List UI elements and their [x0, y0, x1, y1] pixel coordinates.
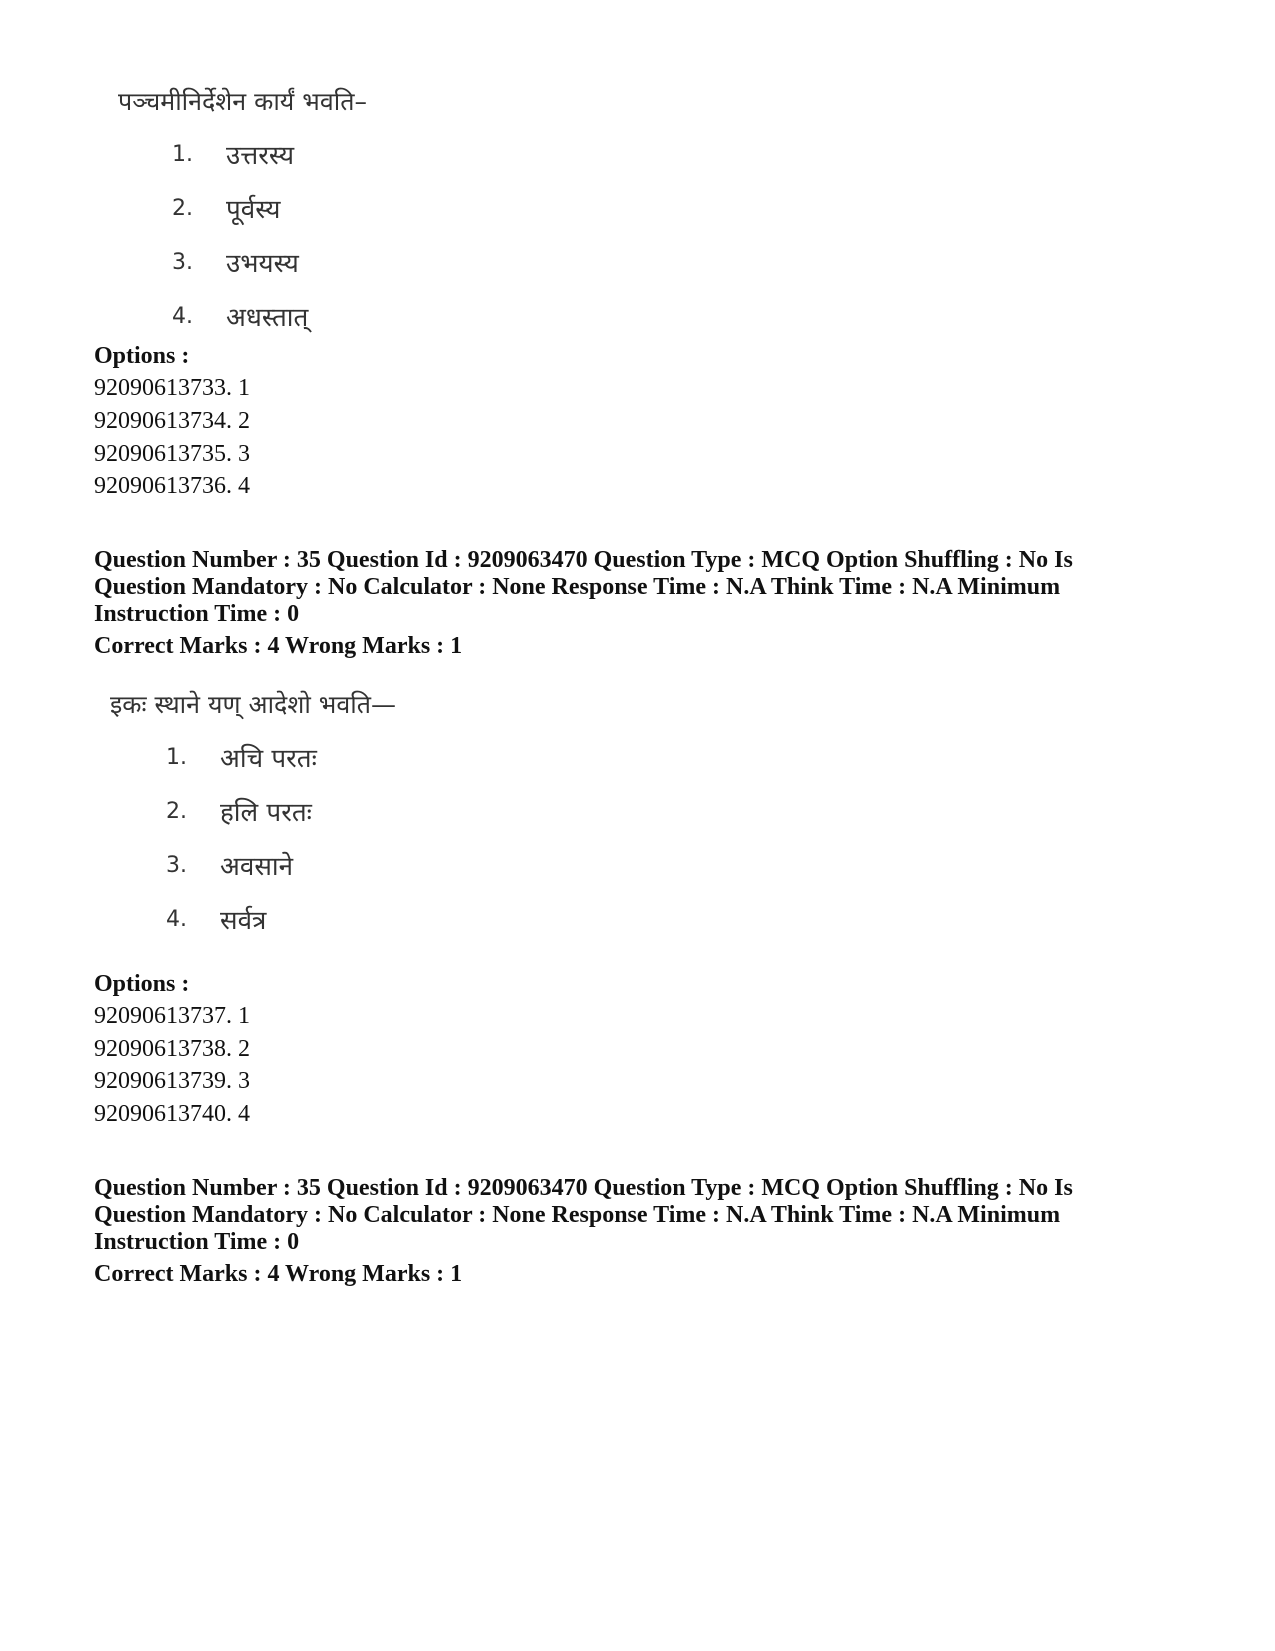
choice-text: उत्तरस्य — [226, 141, 295, 171]
option-line: 92090613733. 1 — [94, 375, 250, 401]
marks-line: Correct Marks : 4 Wrong Marks : 1 — [94, 633, 463, 659]
option-line: 92090613738. 2 — [94, 1036, 250, 1062]
options-label: Options : — [94, 343, 190, 369]
option-line: 92090613739. 3 — [94, 1068, 250, 1094]
choice-number: 3. — [166, 853, 187, 878]
choice-number: 2. — [166, 799, 187, 824]
question-text: पञ्चमीनिर्देशेन कार्यं भवति– — [118, 87, 367, 116]
option-line: 92090613740. 4 — [94, 1101, 250, 1127]
question-meta-line: Question Mandatory : No Calculator : None Response Time : N.A Think Time : N.A Minimum — [94, 1202, 1061, 1228]
question-text: इकः स्थाने यण् आदेशो भवति— — [110, 690, 396, 719]
choice-number: 4. — [166, 907, 187, 932]
option-line: 92090613734. 2 — [94, 408, 250, 434]
question-meta-line: Question Number : 35 Question Id : 9209063470 Question Type : MCQ Option Shuffling : No Is — [94, 547, 1073, 573]
question-meta-line: Instruction Time : 0 — [94, 1229, 300, 1255]
option-line: 92090613737. 1 — [94, 1003, 250, 1029]
choice-text: अवसाने — [220, 852, 294, 882]
choice-text: पूर्वस्य — [226, 195, 281, 225]
options-label: Options : — [94, 971, 190, 997]
choice-text: हलि परतः — [220, 798, 312, 828]
choice-number: 1. — [172, 142, 193, 167]
choice-number: 2. — [172, 196, 193, 221]
choice-text: सर्वत्र — [220, 906, 267, 936]
choice-text: उभयस्य — [226, 249, 299, 279]
choice-text: अचि परतः — [220, 744, 317, 774]
question-meta-line: Instruction Time : 0 — [94, 601, 300, 627]
choice-number: 4. — [172, 304, 193, 329]
choice-number: 3. — [172, 250, 193, 275]
marks-line: Correct Marks : 4 Wrong Marks : 1 — [94, 1261, 463, 1287]
question-meta-line: Question Mandatory : No Calculator : None Response Time : N.A Think Time : N.A Minimum — [94, 574, 1061, 600]
question-meta-line: Question Number : 35 Question Id : 9209063470 Question Type : MCQ Option Shuffling : No Is — [94, 1175, 1073, 1201]
option-line: 92090613735. 3 — [94, 441, 250, 467]
choice-text: अधस्तात् — [226, 303, 309, 333]
choice-number: 1. — [166, 745, 187, 770]
option-line: 92090613736. 4 — [94, 473, 250, 499]
